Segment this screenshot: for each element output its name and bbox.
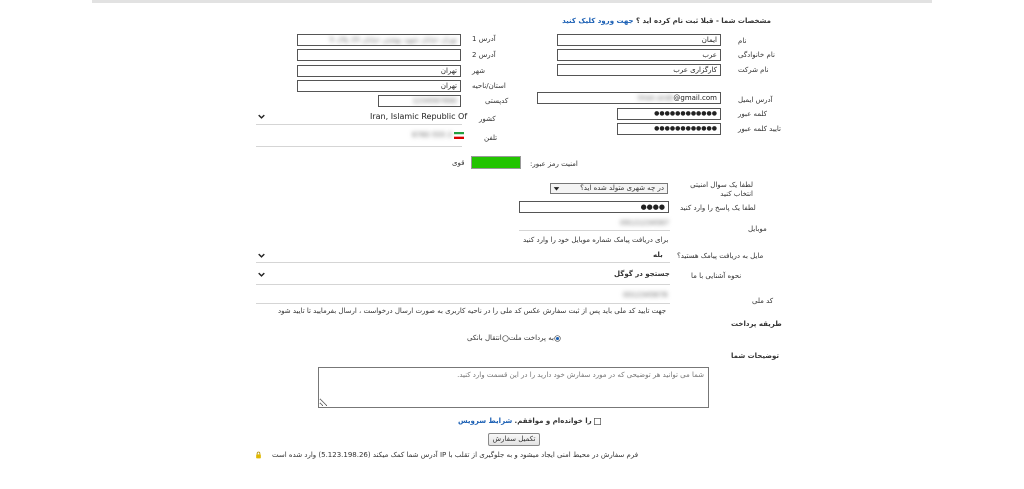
first-name-label: نام: [738, 37, 747, 45]
email-domain: @gmail.com: [673, 94, 717, 102]
phone-field[interactable]: [412, 131, 464, 139]
lock-icon: [255, 451, 262, 459]
referral-underline: [256, 284, 670, 285]
payment-option1-radio[interactable]: [554, 335, 561, 342]
password-strength-label: امنیت رمز عبور:: [530, 160, 578, 168]
first-name-input[interactable]: ایمان: [557, 34, 721, 46]
terms-row: [458, 417, 601, 425]
country-label: کشور: [479, 115, 496, 123]
terms-link[interactable]: شرایط سرویس: [458, 417, 513, 425]
payment-heading: طریقه پرداخت: [731, 320, 782, 328]
password-strength-fill: [472, 157, 520, 168]
company-input[interactable]: کارگزاری عرب: [557, 64, 721, 76]
payment-option1-label: به پرداخت ملت: [508, 334, 554, 342]
national-code-hint: جهت تایید کد ملی باید پس از ثبت سفارش عکس کد ملی را در ناحیه کاربری به صورت ارسال درخواست ، ارسال بفرمایید تا تایید شود: [278, 307, 667, 315]
terms-checkbox[interactable]: [594, 418, 601, 425]
country-chevron-down-icon[interactable]: [258, 113, 265, 120]
state-label: استان/ناحیه: [472, 82, 506, 90]
phone-label: تلفن: [484, 134, 498, 142]
last-name-input[interactable]: عرب: [557, 49, 721, 61]
complete-order-button[interactable]: تکمیل سفارش: [488, 433, 540, 446]
security-footer-text: فرم سفارش در محیط امنی ایجاد میشود و به جلوگیری از تقلب با IP آدرس شما کمک میکند (5.123.198.26) وارد شده است: [272, 451, 639, 459]
country-underline: [256, 124, 462, 125]
postcode-input[interactable]: [378, 95, 461, 107]
national-code-underline: [256, 303, 670, 304]
national-code-value[interactable]: 0012345678: [623, 291, 668, 299]
form-heading: [562, 17, 771, 25]
notes-heading: توضیحات شما: [731, 352, 779, 360]
payment-option2-radio[interactable]: [502, 335, 509, 342]
referral-chevron-down-icon[interactable]: [258, 271, 265, 278]
mobile-label: موبایل: [748, 225, 767, 233]
terms-text: را خوانده‌ام و موافقم.: [514, 417, 592, 425]
city-label: شهر: [472, 67, 485, 75]
password-label: کلمه عبور: [738, 110, 767, 118]
iran-flag-icon: [454, 132, 464, 139]
referral-select-value[interactable]: جستجو در گوگل: [614, 270, 670, 278]
payment-option2-label: انتقال بانکی: [467, 334, 502, 342]
password-strength-meter: [471, 156, 521, 169]
notes-textarea[interactable]: [318, 367, 709, 408]
security-answer-input[interactable]: ●●●●: [519, 201, 669, 213]
email-label: آدرس ایمیل: [738, 96, 773, 104]
referral-label: نحوه آشنایی با ما: [691, 272, 742, 280]
password-input[interactable]: ●●●●●●●●●●●●: [617, 108, 721, 120]
company-label: نام شرکت: [738, 66, 769, 74]
address1-label: آدرس 1: [472, 35, 496, 43]
payment-options: [467, 334, 561, 342]
email-local-part: iman.arab: [637, 94, 674, 102]
security-answer-label: لطفا یک پاسخ را وارد کنید: [680, 204, 756, 212]
login-link[interactable]: جهت ورود کلیک کنید: [562, 17, 634, 25]
password-strength-value: قوی: [452, 159, 465, 167]
top-divider: [92, 0, 932, 3]
email-input[interactable]: [537, 92, 721, 104]
city-input[interactable]: تهران: [297, 65, 461, 77]
state-input[interactable]: تهران: [297, 80, 461, 92]
country-select-value[interactable]: Iran, Islamic Republic Of: [370, 112, 468, 121]
address1-input[interactable]: [297, 34, 461, 46]
phone-value: 6780 555 2: [412, 131, 453, 139]
address1-value: تهران خیابان شهید بهشتی خیابان 25 پلاک 5: [329, 36, 457, 44]
mobile-hint: برای دریافت پیامک شماره موبایل خود را وارد کنید: [523, 236, 669, 244]
password-confirm-label: تایید کلمه عبور: [738, 125, 782, 133]
sms-chevron-down-icon[interactable]: [258, 252, 265, 259]
postcode-label: کدپستی: [485, 97, 509, 105]
mobile-value[interactable]: 09121234567: [620, 219, 669, 227]
sms-label: مایل به دریافت پیامک هستید؟: [677, 252, 764, 260]
mobile-underline: [519, 230, 670, 231]
address2-label: آدرس 2: [472, 51, 496, 59]
security-question-value: در چه شهری متولد شده اید؟: [580, 184, 664, 192]
sms-select-value[interactable]: بله: [653, 251, 663, 259]
security-question-label: لطفا یک سوال امنیتی انتخاب کنید: [690, 181, 753, 198]
security-question-chevron-icon: [553, 185, 560, 192]
security-question-select[interactable]: [550, 183, 668, 194]
national-code-label: کد ملی: [752, 297, 774, 305]
phone-underline: [256, 146, 462, 147]
password-confirm-input[interactable]: ●●●●●●●●●●●●: [617, 123, 721, 135]
sms-underline: [256, 262, 670, 263]
postcode-value: 1234567890: [412, 97, 457, 105]
address2-input[interactable]: [297, 49, 461, 61]
last-name-label: نام خانوادگی: [738, 51, 775, 59]
heading-title: مشخصات شما - قبلا ثبت نام کرده اید ؟: [636, 17, 771, 25]
